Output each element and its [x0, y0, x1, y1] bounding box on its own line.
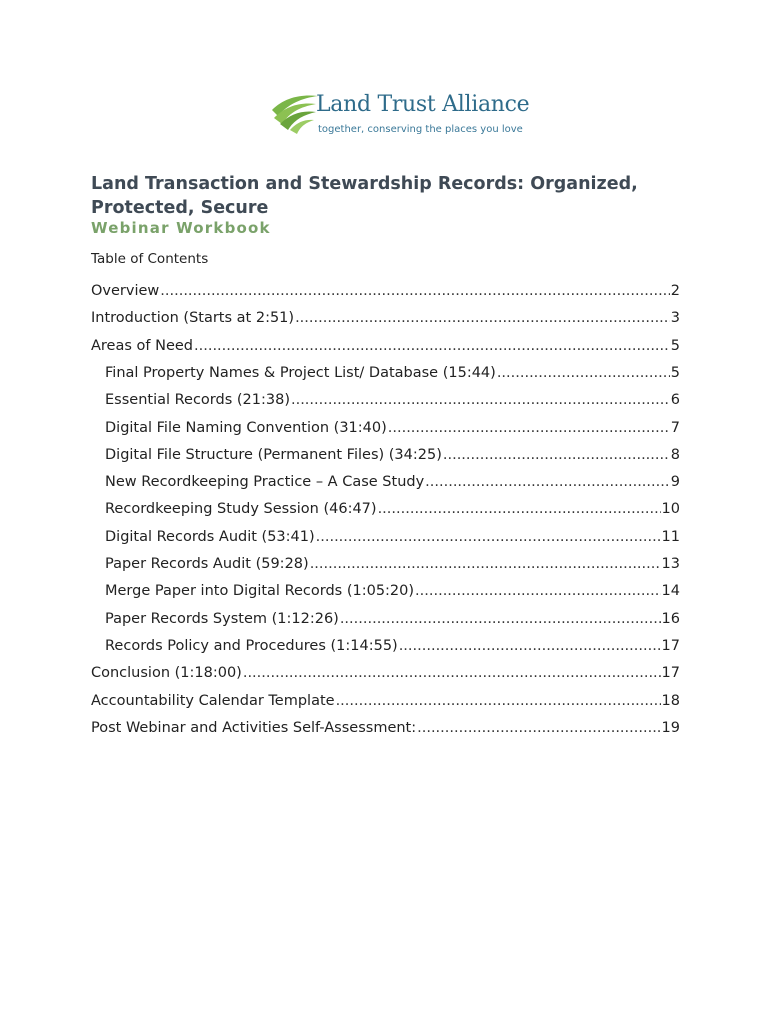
toc-entry-page-number: 5	[670, 337, 680, 354]
document-title: Land Transaction and Stewardship Records: Organized, Protected, Secure	[91, 174, 638, 218]
toc-dot-leader	[378, 499, 661, 519]
toc-entry[interactable]	[105, 554, 680, 574]
toc-entry-label: Accountability Calendar Template	[91, 692, 335, 709]
toc-entry-label: Recordkeeping Study Session (46:47)	[105, 501, 377, 518]
toc-entry-page-number: 19	[661, 719, 680, 736]
logo-tagline: together, conserving the places you love	[318, 124, 523, 135]
toc-dot-leader	[340, 609, 661, 629]
toc-dot-leader	[497, 363, 670, 383]
toc-dot-leader	[291, 390, 670, 410]
toc-dot-leader	[417, 718, 660, 738]
toc-entry[interactable]	[105, 636, 680, 656]
toc-entry-page-number: 10	[661, 501, 680, 518]
toc-entry-page-number: 2	[670, 283, 680, 299]
toc-dot-leader	[425, 472, 670, 492]
toc-entry-label: Overview	[91, 283, 160, 299]
toc-entry[interactable]	[105, 363, 680, 383]
toc-entry-page-number: 8	[670, 446, 680, 463]
toc-entry-page-number: 6	[670, 392, 680, 409]
toc-entry-page-number: 3	[670, 310, 680, 327]
toc-entry[interactable]	[105, 581, 680, 601]
toc-entry-label: Digital File Structure (Permanent Files) (34:25)	[105, 446, 442, 463]
toc-entry[interactable]	[105, 499, 680, 519]
toc-entry[interactable]	[105, 418, 680, 438]
toc-entry-label: Paper Records System (1:12:26)	[105, 610, 339, 627]
toc-entry[interactable]	[105, 472, 680, 492]
logo-name: Land Trust Alliance	[316, 92, 530, 117]
toc-entry[interactable]	[91, 663, 680, 683]
land-trust-alliance-logo	[270, 90, 530, 140]
toc-heading: Table of Contents	[91, 251, 209, 267]
toc-entry-page-number: 17	[661, 637, 680, 654]
toc-entry[interactable]	[91, 336, 680, 356]
toc-dot-leader	[388, 418, 670, 438]
toc-entry-label: Merge Paper into Digital Records (1:05:20)	[105, 583, 415, 600]
toc-dot-leader	[194, 336, 670, 356]
toc-entry-page-number: 13	[661, 556, 680, 572]
toc-entry[interactable]	[91, 718, 680, 738]
toc-entry[interactable]	[91, 691, 680, 711]
grass-swoosh-icon	[270, 90, 320, 136]
toc-entry-label: Digital File Naming Convention (31:40)	[105, 419, 387, 436]
toc-dot-leader	[243, 663, 661, 683]
toc-dot-leader	[310, 554, 661, 574]
toc-entry-page-number: 14	[661, 583, 680, 600]
toc-entry-page-number: 9	[670, 474, 680, 491]
toc-entry-label: New Recordkeeping Practice – A Case Study	[105, 474, 425, 491]
toc-entry-page-number: 7	[670, 419, 680, 436]
toc-dot-leader	[336, 691, 661, 711]
toc-entry[interactable]	[105, 445, 680, 465]
document-subtitle: Webinar Workbook	[91, 219, 271, 237]
toc-entry-page-number: 17	[661, 665, 680, 682]
toc-dot-leader	[316, 527, 661, 547]
toc-entry-label: Areas of Need	[91, 337, 194, 354]
toc-dot-leader	[415, 581, 661, 601]
toc-entry-label: Conclusion (1:18:00)	[91, 665, 242, 682]
toc-entry-label: Introduction (Starts at 2:51)	[91, 310, 295, 327]
toc-entry-label: Final Property Names & Project List/ Database (15:44)	[105, 364, 496, 381]
toc-entry-page-number: 5	[670, 364, 680, 381]
toc-dot-leader	[443, 445, 670, 465]
toc-entry[interactable]	[91, 281, 680, 301]
toc-entry[interactable]	[105, 390, 680, 410]
toc-dot-leader	[295, 308, 670, 328]
toc-dot-leader	[160, 281, 669, 301]
toc-entry-label: Essential Records (21:38)	[105, 392, 290, 409]
toc-entry-label: Post Webinar and Activities Self-Assessment:	[91, 719, 417, 736]
toc-entry-page-number: 11	[661, 528, 680, 545]
toc-entry[interactable]	[105, 527, 680, 547]
toc-entry-label: Paper Records Audit (59:28)	[105, 556, 309, 572]
toc-entry-page-number: 16	[661, 610, 680, 627]
toc-dot-leader	[399, 636, 661, 656]
toc-entry-label: Records Policy and Procedures (1:14:55)	[105, 637, 398, 654]
toc-entry-page-number: 18	[661, 692, 680, 709]
toc-entry[interactable]	[105, 609, 680, 629]
toc-entry[interactable]	[91, 308, 680, 328]
toc-entry-label: Digital Records Audit (53:41)	[105, 528, 315, 545]
